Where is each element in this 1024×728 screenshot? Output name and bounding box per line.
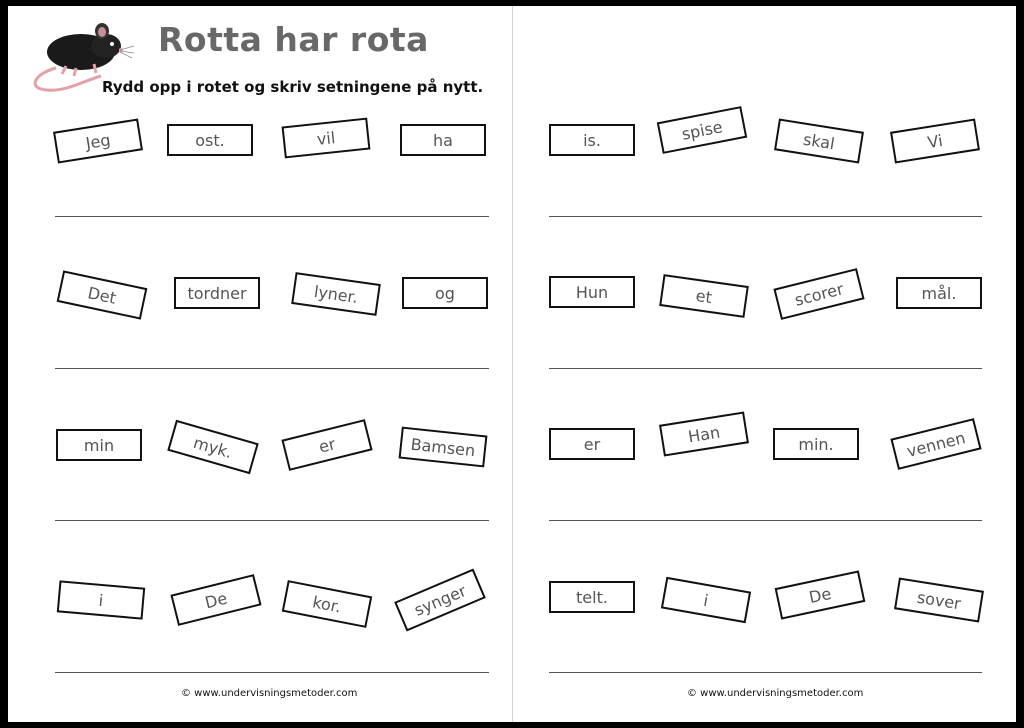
word-card[interactable]: min (56, 429, 142, 461)
writing-line[interactable] (55, 520, 489, 521)
writing-line[interactable] (55, 216, 489, 217)
word-card[interactable]: skal (774, 118, 864, 163)
writing-line[interactable] (549, 368, 982, 369)
word-card[interactable]: lyner. (291, 272, 381, 316)
word-card[interactable]: Hun (549, 276, 635, 308)
word-card[interactable]: vennen (890, 418, 981, 470)
writing-line[interactable] (549, 216, 982, 217)
writing-line[interactable] (55, 368, 489, 369)
word-card[interactable]: telt. (549, 581, 635, 613)
word-card[interactable]: og (402, 277, 488, 309)
word-card[interactable]: Jeg (53, 118, 143, 163)
word-card[interactable]: ost. (167, 124, 253, 156)
word-card[interactable]: De (775, 570, 866, 619)
word-card[interactable]: sover (894, 577, 984, 622)
word-card[interactable]: er (549, 428, 635, 460)
word-card[interactable]: mål. (896, 277, 982, 309)
word-card[interactable]: i (57, 580, 145, 619)
footer-copyright-left: © www.undervisningsmetoder.com (181, 688, 358, 699)
word-card[interactable]: is. (549, 124, 635, 156)
word-card[interactable]: De (170, 574, 261, 626)
word-card[interactable]: scorer (773, 268, 864, 320)
word-card[interactable]: min. (773, 428, 859, 460)
word-card[interactable]: ha (400, 124, 486, 156)
page-title: Rotta har rota (158, 20, 429, 59)
word-card[interactable]: et (659, 274, 749, 318)
word-card[interactable]: vil (282, 118, 371, 159)
word-card[interactable]: Han (659, 411, 749, 456)
word-card[interactable]: i (661, 577, 751, 623)
word-card[interactable]: Vi (890, 118, 980, 163)
writing-line[interactable] (549, 672, 982, 673)
instruction-text: Rydd opp i rotet og skriv setningene på nytt. (102, 78, 484, 96)
word-card[interactable]: spise (657, 106, 748, 154)
word-card[interactable]: er (281, 419, 372, 471)
word-card[interactable]: kor. (282, 580, 373, 628)
writing-line[interactable] (55, 672, 489, 673)
footer-copyright-right: © www.undervisningsmetoder.com (687, 688, 864, 699)
page-divider (512, 6, 513, 722)
word-card[interactable]: Bamsen (399, 427, 488, 468)
writing-line[interactable] (549, 520, 982, 521)
word-card[interactable]: Det (57, 270, 148, 319)
word-card[interactable]: myk. (167, 420, 258, 474)
word-card[interactable]: synger (394, 568, 486, 631)
word-card[interactable]: tordner (174, 277, 260, 309)
